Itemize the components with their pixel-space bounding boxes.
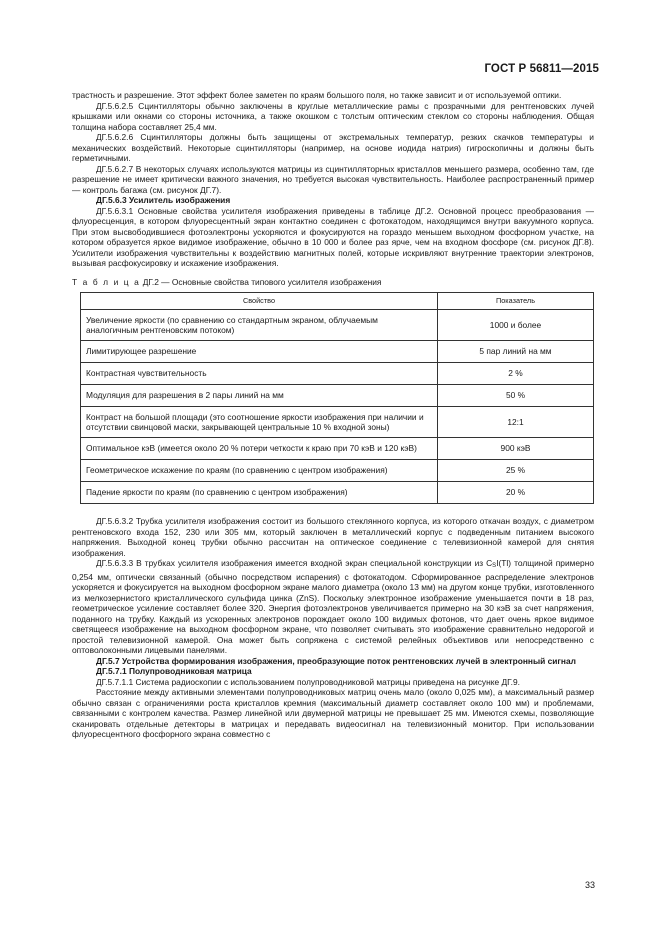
subscript: S [492,563,497,569]
table-row [81,407,594,438]
paragraph: ДГ.5.6.2.6 Сцинтилляторы должны быть защищены от экстремальных температур, резких скачков температуры и механических воздействий. Некоторые сцинтилляторы (например, на основе иодида натрия) гигроскопичны и должны быть герметичными. [72,132,594,163]
table-cell-value: 20 % [438,482,594,504]
paragraph [72,558,594,656]
paragraph-part: ДГ.5.6.3.3 В трубках усилителя изображения имеется входной экран специальной конструкции из C [96,558,493,568]
section-heading: ДГ.5.6.3 Усилитель изображения [96,195,231,205]
table-cell-value: 2 % [438,363,594,385]
table-cell-property: Падение яркости по краям (по сравнению с центром изображения) [81,482,438,504]
standard-header: ГОСТ Р 56811—2015 [484,63,599,75]
page-number: 33 [584,880,595,890]
paragraph: ДГ.5.7.1.1 Система радиоскопии с использованием полупроводниковой матрицы приведена на рисунке ДГ.9. [96,676,520,687]
table-cell-property: Увеличение яркости (по сравнению со стандартным экраном, облучаемым аналогичным рентгеновским потоком) [81,310,438,341]
table-cell-property: Контраст на большой площади (это соотношение яркости изображения при наличии и отсутствии свинцовой маски, закрывающей центральные 10 % входной зоны) [81,407,438,438]
table-row [81,385,594,407]
table-row [81,460,594,482]
subsection-heading: ДГ.5.7.1 Полупроводниковая матрица [96,666,252,676]
section-heading: ДГ.5.7 Устройства формирования изображения, преобразующие поток рентгеновских лучей в электронный сигнал [96,655,576,666]
table-cell-value: 25 % [438,460,594,482]
paragraph-part: I(Tl) толщиной примерно 0,254 мм, оптически связанный (обычно посредством испарения) с фотокатодом. Сформированное распределение электронов ускоряется и фокусируется на выходном фосфорном экране малого диаметра (около 13 мм) на другом конце трубки, изготовленного из мелкозернистого кристаллического сульфида цинка (ZnS). Поскольку электронное изображение уменьшается почти в 18 раз, геометрическое усиление составляет более 320. Энергия фотоэлектронов увеличивается примерно на 30 кэВ за счет напряжения, поданного на трубку. Каждый из ускоренных электронов порождает около 100 видимых фотонов, что дает очень яркое видимое светящееся изображение на выходном фосфорном экране, что позволяет считывать это изображение сравнительно недорогой и простой телевизионной камерой. Она может быть сопряжена с системой релейных объективов или непосредственно с оптоволоконными лицевыми панелями. [72,558,594,655]
table-cell-value: 5 пар линий на мм [438,341,594,363]
paragraph: Расстояние между активными элементами полупроводниковых матриц очень мало (около 0,025 мм), а максимальный размер обычно связан с ограничениями роста кристаллов кремния (максимальный диаметр составляет около 100 мм) и проблемами, связанными с контролем качества. Размер линейной или двумерной матрицы не превышает 25 мм. Имеются схемы, позволяющие сканировать отдельные детекторы в матрицах и передавать видеосигнал на телевизионный монитор. При использовании флуоресцентного фосфорного экрана совместно с [72,687,594,739]
table-cell-value: 1000 и более [438,310,594,341]
page-body [72,90,594,740]
table-row [81,341,594,363]
table-cell-property: Модуляция для разрешения в 2 пары линий на мм [81,385,438,407]
paragraph: ДГ.5.6.2.5 Сцинтилляторы обычно заключены в круглые металлические рамы с прозрачными для рентгеновских лучей крышками или окнами со стороны источника, а также окошком с толстым оптическим стеклом со стороны наблюдения. Общая толщина набора составляет 25,4 мм. [72,100,594,132]
paragraph: ДГ.5.6.3.2 Трубка усилителя изображения состоит из большого стеклянного корпуса, из которого откачан воздух, с диаметром рентгеновского входа 152, 230 или 305 мм, который заключен в металлический корпус с подведенным питанием высокого напряжения. Выходной конец трубки обычно рассчитан на оптическое соединение с телевизионной камерой для снятия изображения. [72,516,594,558]
paragraph: трастность и разрешение. Этот эффект более заметен по краям большого поля, но также зависит и от используемой оптики. [72,90,562,100]
table-row [81,363,594,385]
table-row [81,482,594,504]
column-header-property: Свойство [81,293,438,310]
properties-table [80,292,594,504]
column-header-value: Показатель [438,293,594,310]
paragraph: ДГ.5.6.2.7 В некоторых случаях используются матрицы из сцинтилляторных кристаллов меньшего размера, особенно там, где разрешение не имеет критически важного значения, но требуется высокая чувствительность. Наиболее распространенный пример — контроль багажа (см. рисунок ДГ.7). [72,163,594,195]
table-caption-prefix: Т а б л и ц а [72,276,141,287]
table-row [81,310,594,341]
paragraph: ДГ.5.6.3.1 Основные свойства усилителя изображения приведены в таблице ДГ.2. Основной процесс преобразования — флуоресценция, в котором флуоресцентный экран контактно соединен с фотокатодом, находящимся внутри вакуумного корпуса. При этом высвободившиеся фотоэлектроны ускоряются и фокусируются на гораздо меньшем выходном фосфорном участке, на котором образуется яркое видимое изображение, обычно в 10 000 и более раз ярче, чем на входном фосфоре (см. рисунок ДГ.8). Усилители изображения чувствительны к воздействию магнитных полей, которые искривляют внутренние траектории электронов, вызывая расфокусировку и искажение изображения. [72,205,594,268]
table-cell-value: 12:1 [438,407,594,438]
table-caption [72,277,594,288]
table-cell-property: Геометрическое искажение по краям (по сравнению с центром изображения) [81,460,438,482]
table-cell-property: Контрастная чувствительность [81,363,438,385]
table-header-row [81,293,594,310]
table-cell-value: 50 % [438,385,594,407]
table-cell-property: Оптимальное кэВ (имеется около 20 % потери четкости к краю при 70 кэВ и 120 кэВ) [81,438,438,460]
table-cell-value: 900 кэВ [438,438,594,460]
table-row [81,438,594,460]
table-caption-text: ДГ.2 — Основные свойства типового усилителя изображения [142,276,382,287]
table-cell-property: Лимитирующее разрешение [81,341,438,363]
